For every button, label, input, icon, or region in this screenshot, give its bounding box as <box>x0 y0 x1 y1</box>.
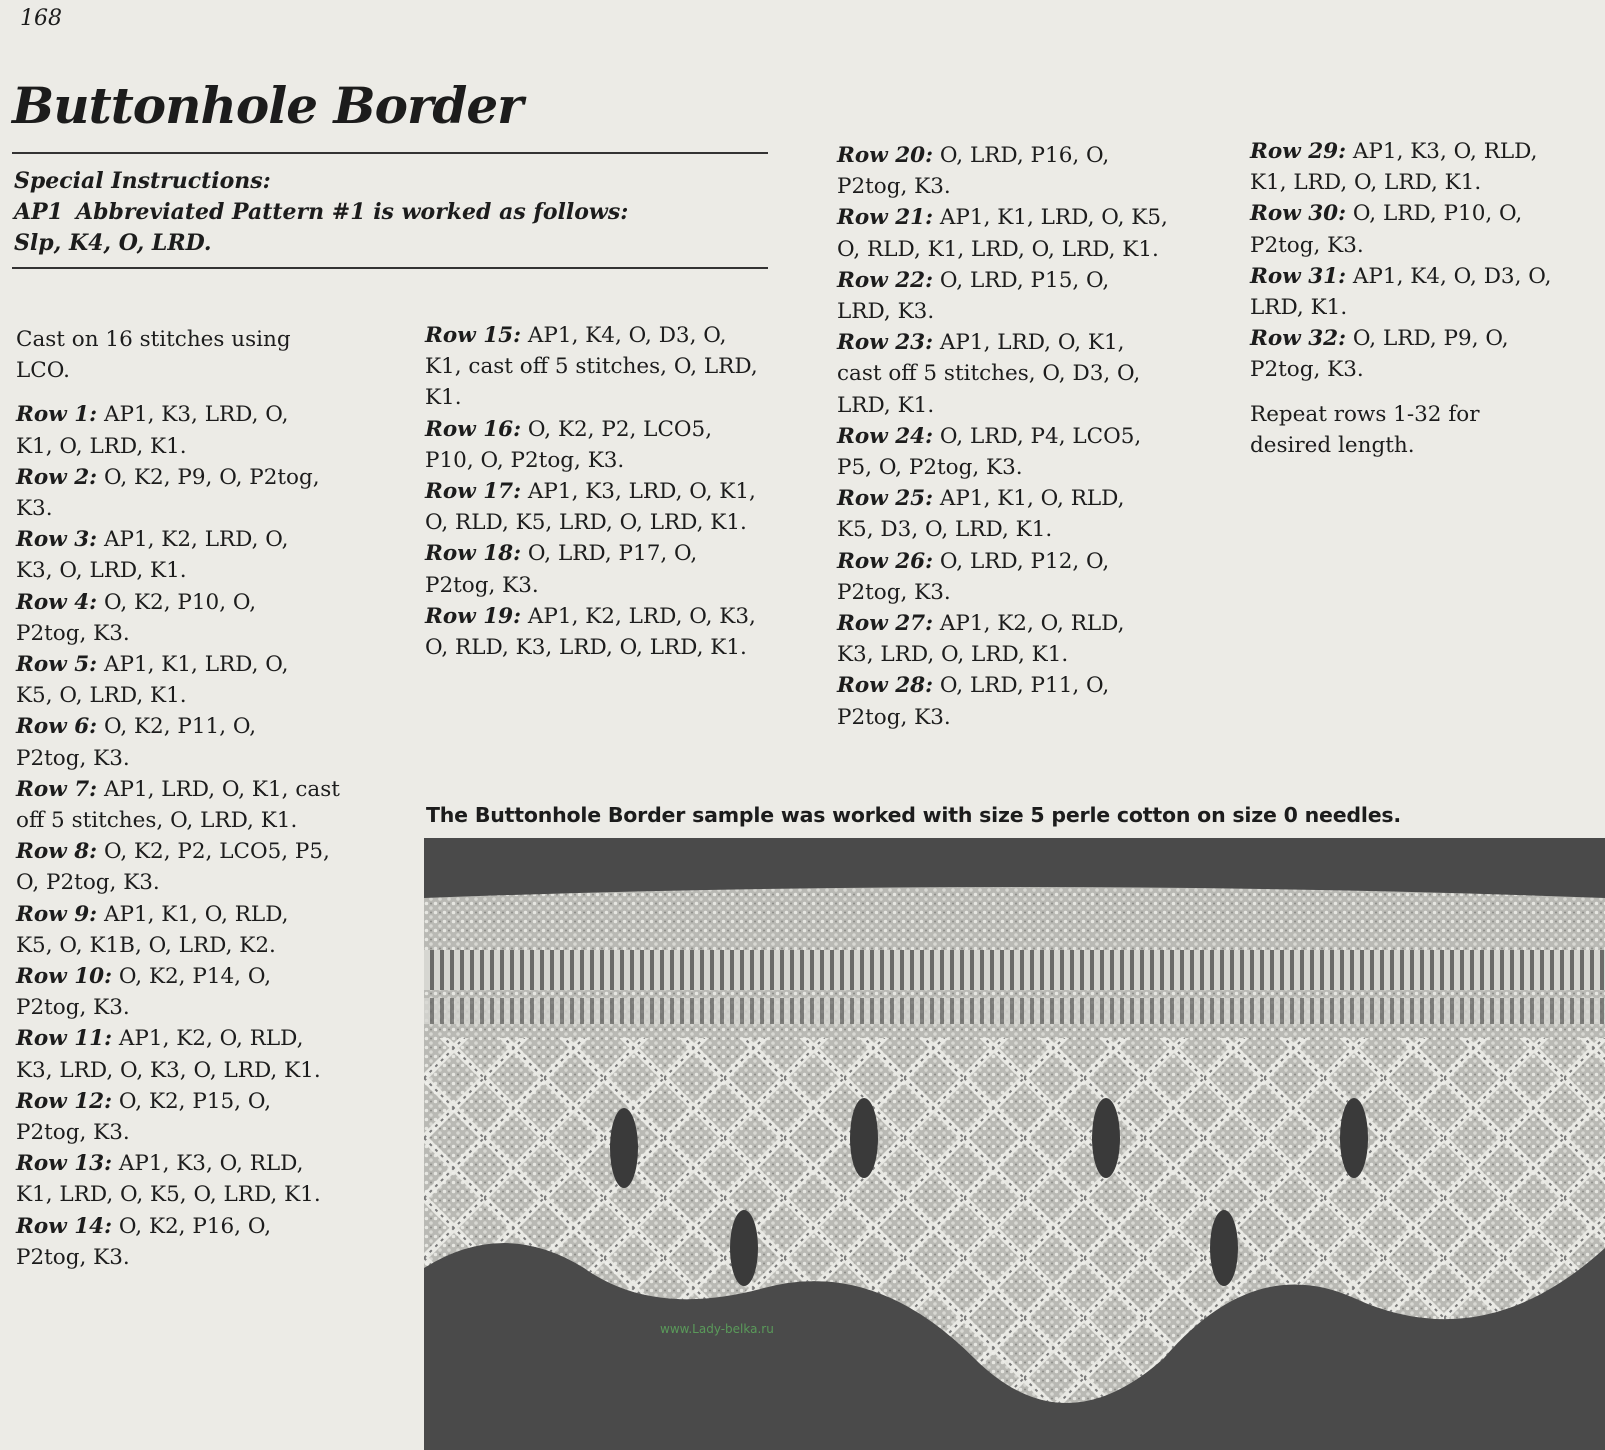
row-text: AP1, K2, O, RLD, K3, LRD, O, K3, O, LRD, K1. <box>16 1026 321 1083</box>
row-instruction <box>16 1023 331 1085</box>
row-instruction <box>16 774 361 836</box>
row-label: Row 2: <box>16 464 98 490</box>
special-pattern: Slp, K4, O, LRD. <box>14 230 212 256</box>
row-label: Row 23: <box>837 330 934 356</box>
row-label: Row 31: <box>1250 263 1347 289</box>
row-text: AP1, LRD, O, K1, cast off 5 stitches, O, LRD, K1. <box>16 776 340 834</box>
row-label: Row 8: <box>16 839 98 865</box>
row-text: O, LRD, P11, O, P2tog, K3. <box>837 673 1110 730</box>
row-instruction <box>837 546 1127 608</box>
row-text: O, K2, P14, O, P2tog, K3. <box>16 964 272 1021</box>
row-label: Row 21: <box>837 205 934 231</box>
row-instruction <box>16 1211 286 1273</box>
row-instruction <box>837 608 1142 670</box>
row-label: Row 25: <box>837 486 934 512</box>
photo-caption: The Buttonhole Border sample was worked with size 5 perle cotton on size 0 needles. <box>426 803 1401 827</box>
row-label: Row 20: <box>837 143 934 168</box>
row-instruction <box>1250 261 1570 323</box>
row-text: AP1, K2, LRD, O, K3, O, RLD, K3, LRD, O, LRD, K1. <box>425 603 756 661</box>
row-instruction <box>16 836 336 898</box>
row-text: AP1, K3, O, RLD, K1, LRD, O, K5, O, LRD, K1. <box>16 1151 321 1208</box>
row-instruction <box>1250 323 1540 385</box>
row-label: Row 29: <box>1250 139 1347 164</box>
row-text: AP1, LRD, O, K1, cast off 5 stitches, O, D3, O, LRD, K1. <box>837 330 1141 418</box>
special-abbr: AP1 <box>14 199 63 225</box>
instructions-column-2 <box>425 320 780 663</box>
row-text: AP1, K1, O, RLD, K5, O, K1B, O, LRD, K2. <box>16 901 289 958</box>
row-instruction <box>16 1148 336 1210</box>
row-instruction <box>1250 198 1540 260</box>
row-text: O, LRD, P4, LCO5, P5, O, P2tog, K3. <box>837 423 1142 481</box>
row-text: O, K2, P10, O, P2tog, K3. <box>16 589 257 646</box>
row-label: Row 30: <box>1250 201 1347 227</box>
row-text: AP1, K1, LRD, O, K5, O, RLD, K1, LRD, O, LRD, K1. <box>837 205 1168 262</box>
row-label: Row 6: <box>16 714 98 740</box>
row-text: AP1, K3, LRD, O, K1, O, LRD, K1. <box>16 402 289 459</box>
row-label: Row 12: <box>16 1088 113 1114</box>
row-text: AP1, K3, LRD, O, K1, O, RLD, K5, LRD, O, LRD, K1. <box>425 479 756 536</box>
special-heading: Special Instructions: <box>14 168 271 194</box>
row-instruction <box>837 421 1162 483</box>
cast-on-text: Cast on 16 stitches using LCO. <box>16 327 291 384</box>
row-text: O, LRD, P15, O, LRD, K3. <box>837 267 1110 325</box>
row-instruction <box>425 414 725 476</box>
instructions-column-4 <box>1250 136 1585 461</box>
row-instruction <box>16 649 296 711</box>
repeat-note: Repeat rows 1-32 for desired length. <box>1250 401 1480 458</box>
row-label: Row 4: <box>16 589 98 615</box>
row-label: Row 14: <box>16 1213 113 1239</box>
row-text: AP1, K2, O, RLD, K3, LRD, O, LRD, K1. <box>837 611 1125 668</box>
row-label: Row 19: <box>425 603 522 629</box>
row-text: AP1, K4, O, D3, O, LRD, K1. <box>1250 263 1552 321</box>
lace-sample-photo <box>424 838 1605 1450</box>
row-instruction <box>837 265 1122 327</box>
row-label: Row 28: <box>837 673 934 699</box>
row-label: Row 13: <box>16 1151 113 1177</box>
row-text: O, LRD, P16, O, P2tog, K3. <box>837 143 1110 200</box>
row-label: Row 5: <box>16 652 98 678</box>
row-instruction <box>16 899 301 961</box>
row-label: Row 17: <box>425 479 522 505</box>
row-text: O, LRD, P10, O, P2tog, K3. <box>1250 201 1523 258</box>
row-instruction <box>16 587 266 649</box>
row-label: Row 22: <box>837 267 934 293</box>
row-label: Row 15: <box>425 323 522 348</box>
instructions-column-3 <box>837 140 1182 733</box>
row-text: O, K2, P15, O, P2tog, K3. <box>16 1088 272 1146</box>
row-instruction <box>837 327 1162 421</box>
page-number: 168 <box>20 6 62 31</box>
row-instruction <box>16 711 266 773</box>
row-text: O, LRD, P17, O, P2tog, K3. <box>425 541 698 598</box>
page-title: Buttonhole Border <box>12 76 523 135</box>
row-label: Row 18: <box>425 541 522 567</box>
row-label: Row 16: <box>425 416 522 442</box>
row-text: AP1, K4, O, D3, O, K1, cast off 5 stitches, O, LRD, K1. <box>425 323 758 411</box>
watermark: www.Lady-belka.ru <box>660 1322 774 1336</box>
row-instruction <box>837 483 1137 545</box>
row-text: O, K2, P2, LCO5, P10, O, P2tog, K3. <box>425 416 713 473</box>
row-label: Row 24: <box>837 423 934 449</box>
row-label: Row 9: <box>16 901 98 927</box>
row-instruction <box>425 320 765 414</box>
special-abbr-line <box>14 197 628 228</box>
row-instruction <box>425 538 715 600</box>
row-label: Row 1: <box>16 402 98 428</box>
row-instruction <box>837 670 1127 732</box>
row-instruction <box>837 140 1122 202</box>
bottom-divider <box>12 267 768 269</box>
instructions-column-1 <box>16 324 366 1273</box>
row-instruction <box>1250 136 1570 198</box>
row-instruction <box>16 961 286 1023</box>
special-instructions <box>14 166 628 259</box>
row-label: Row 32: <box>1250 326 1347 352</box>
row-instruction <box>16 1086 286 1148</box>
row-text: O, K2, P11, O, P2tog, K3. <box>16 714 257 771</box>
row-text: AP1, K1, O, RLD, K5, D3, O, LRD, K1. <box>837 486 1125 543</box>
row-label: Row 10: <box>16 964 113 990</box>
row-instruction <box>425 476 765 538</box>
row-text: O, K2, P2, LCO5, P5, O, P2tog, K3. <box>16 839 330 896</box>
row-instruction <box>16 399 296 461</box>
row-text: AP1, K2, LRD, O, K3, O, LRD, K1. <box>16 527 289 584</box>
row-instruction <box>16 462 326 524</box>
row-instruction <box>16 524 296 586</box>
row-label: Row 26: <box>837 548 934 574</box>
row-instruction <box>837 202 1172 264</box>
row-text: O, LRD, P9, O, P2tog, K3. <box>1250 326 1509 383</box>
row-label: Row 7: <box>16 776 98 802</box>
row-label: Row 3: <box>16 527 98 553</box>
row-text: AP1, K1, LRD, O, K5, O, LRD, K1. <box>16 652 289 709</box>
row-text: AP1, K3, O, RLD, K1, LRD, O, LRD, K1. <box>1250 139 1538 196</box>
row-instruction <box>425 601 765 663</box>
row-text: O, K2, P9, O, P2tog, K3. <box>16 464 320 522</box>
special-desc: Abbreviated Pattern #1 is worked as follows: <box>76 199 629 225</box>
row-label: Row 27: <box>837 611 934 637</box>
row-text: O, K2, P16, O, P2tog, K3. <box>16 1213 272 1270</box>
row-text: O, LRD, P12, O, P2tog, K3. <box>837 548 1110 605</box>
top-divider <box>12 152 768 154</box>
row-label: Row 11: <box>16 1026 113 1052</box>
